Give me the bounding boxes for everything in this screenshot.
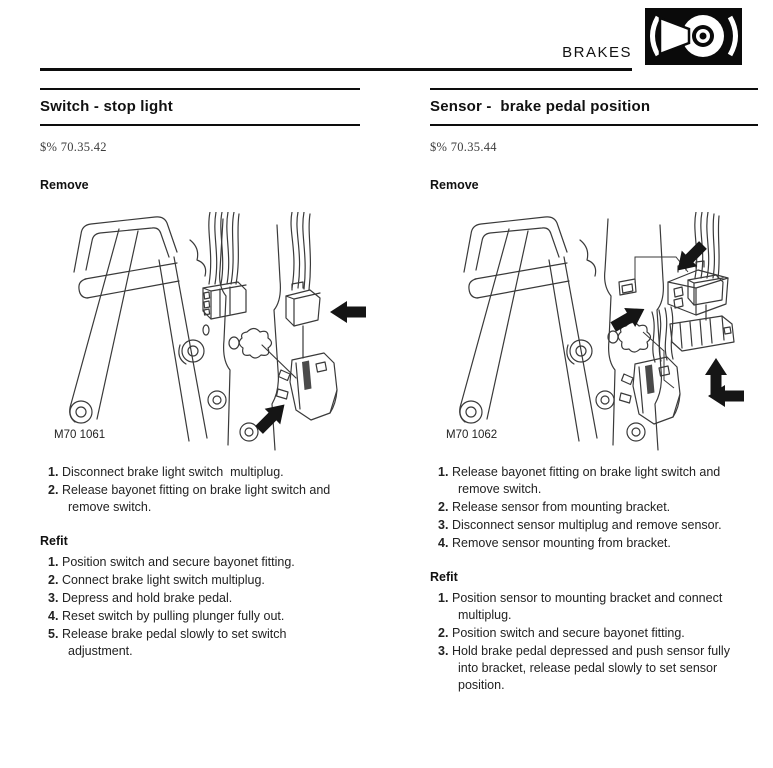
step-item [430, 464, 732, 498]
removal-arrow-icon [330, 301, 366, 323]
refit-label: Refit [40, 534, 68, 548]
header-rule [40, 68, 632, 71]
pedal-assembly-drawing [70, 217, 281, 450]
step-text: Position switch and secure bayonet fitting. [62, 555, 295, 569]
step-item [40, 482, 340, 516]
step-item [40, 608, 340, 625]
remove-steps-list [430, 464, 732, 552]
section-heading: Sensor - brake pedal position [430, 88, 758, 126]
step-text: Release brake pedal slowly to set switch adjustment. [62, 627, 290, 658]
step-text: Position sensor to mounting bracket and connect multiplug. [452, 591, 726, 622]
remove-label: Remove [40, 178, 89, 192]
step-item [40, 554, 340, 571]
step-item [40, 572, 340, 589]
step-item [430, 643, 732, 694]
step-text: Release sensor from mounting bracket. [452, 500, 671, 514]
figure-number-label: M70 1062 [446, 429, 498, 441]
step-text: Connect brake light switch multiplug. [62, 573, 265, 587]
harness-and-multiplug-drawing [203, 212, 320, 378]
page-title: BRAKES [562, 44, 632, 61]
stop-light-switch-drawing [277, 353, 338, 420]
figure-stop-light-switch [40, 212, 392, 458]
sensor-body-drawing [670, 316, 734, 351]
figure-number-label: M70 1061 [54, 429, 106, 441]
pedal-assembly-drawing [460, 217, 664, 450]
step-item [40, 590, 340, 607]
step-text: Disconnect brake light switch multiplug. [62, 465, 284, 479]
section-brake-pedal-position-sensor [430, 88, 760, 695]
step-text: Remove sensor mounting from bracket. [452, 536, 671, 550]
step-item [430, 535, 732, 552]
step-item [430, 499, 732, 516]
step-item [430, 590, 732, 624]
step-text: Reset switch by pulling plunger fully out. [62, 609, 285, 623]
remove-label: Remove [430, 178, 479, 192]
step-item [430, 625, 732, 642]
step-text: Release bayonet fitting on brake light switch and remove switch. [62, 483, 334, 514]
brake-warning-icon [645, 8, 742, 65]
step-item [430, 517, 732, 534]
refit-steps-list [40, 554, 340, 660]
remove-steps-list [40, 464, 340, 516]
refit-label: Refit [430, 570, 458, 584]
step-text: Position switch and secure bayonet fitting. [452, 626, 685, 640]
step-text: Hold brake pedal depressed and push sensor fully into bracket, release pedal slowly to set sensor position. [452, 644, 734, 692]
section-heading: Switch - stop light [40, 88, 360, 126]
step-text: Depress and hold brake pedal. [62, 591, 233, 605]
step-text: Disconnect sensor multiplug and remove sensor. [452, 518, 722, 532]
section-switch-stop-light [40, 88, 392, 661]
step-item [40, 464, 340, 481]
operation-code: $% 70.35.42 [40, 140, 107, 154]
step-text: Release bayonet fitting on brake light switch and remove switch. [452, 465, 724, 496]
figure-pedal-position-sensor [430, 212, 760, 458]
operation-code: $% 70.35.44 [430, 140, 497, 154]
step-item [40, 626, 340, 660]
refit-steps-list [430, 590, 732, 694]
